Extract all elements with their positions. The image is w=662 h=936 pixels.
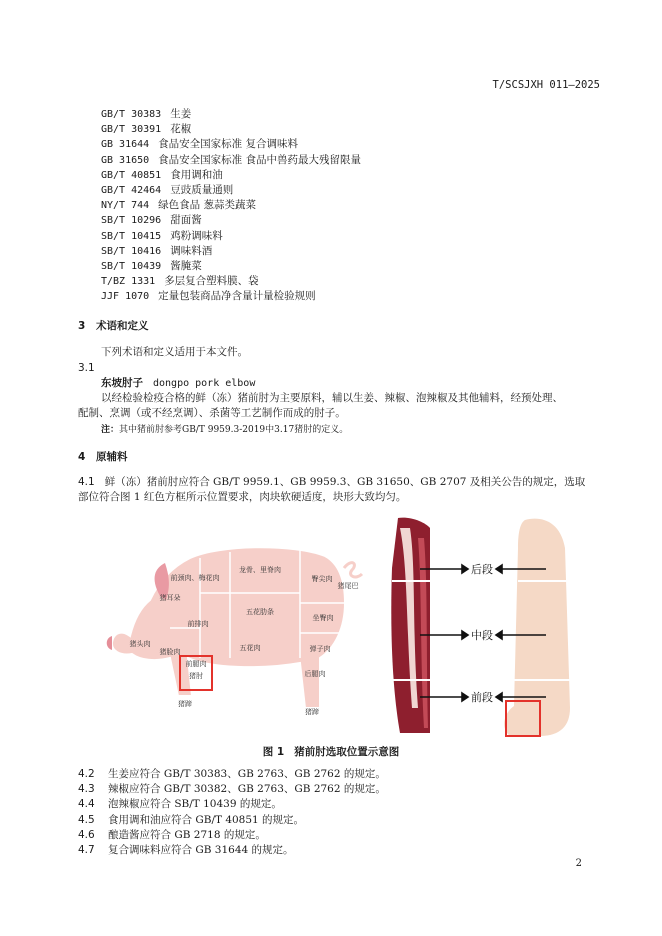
segment-front-label: 前段: [471, 691, 493, 704]
requirement-number: 4.7: [78, 843, 95, 856]
reference-title: 食用调和油: [170, 168, 223, 181]
doc-code: T/SCSJXH 011—2025: [492, 79, 600, 91]
reference-title: 甜面酱: [170, 214, 202, 227]
label-shoulder: 前颈肉、梅花肉: [170, 574, 220, 582]
arrowhead: [496, 631, 502, 639]
requirement-text: 辣椒应符合 GB/T 30382、GB 2763、GB 2762 的规定。: [108, 783, 386, 796]
carcass-outer-side: [504, 519, 570, 736]
reference-title: 调味料酒: [170, 244, 213, 257]
label-ear: 猪耳朵: [159, 594, 181, 602]
label-rump: 臀尖肉: [311, 575, 333, 583]
section-number: 3: [78, 320, 86, 332]
requirement-number: 4.3: [78, 783, 95, 796]
reference-item: [101, 137, 361, 152]
clause-4-1-line-2: 部位符合图 1 红色方框所示位置要求，肉块软硬适度，块形大致均匀。: [78, 491, 407, 503]
section-number: 4: [78, 451, 86, 463]
figure-illustration: [100, 508, 595, 740]
pig-tail-shape: [344, 563, 362, 577]
requirement-item: [78, 828, 386, 843]
reference-item: [101, 244, 361, 259]
requirement-text: 食用调和油应符合 GB/T 40851 的规定。: [108, 813, 305, 826]
label-hind-shank: 弹子肉: [309, 645, 331, 653]
reference-code: GB/T 30391: [101, 124, 162, 136]
label-tail: 猪尾巴: [337, 582, 359, 590]
figure-caption-text: 猪前肘选取位置示意图: [294, 746, 400, 758]
clause-number: 3.1: [78, 362, 95, 374]
requirement-list: [78, 767, 386, 858]
requirement-item: [78, 813, 386, 828]
reference-title: 食品安全国家标准 复合调味料: [158, 138, 299, 151]
label-back-leg: 坐臀肉: [312, 614, 334, 622]
label-belly: 五花肉: [239, 644, 261, 652]
reference-item: [101, 259, 361, 274]
requirement-text: 生姜应符合 GB/T 30383、GB 2763、GB 2762 的规定。: [108, 768, 386, 780]
pig-snout: [107, 636, 112, 650]
reference-title: 鸡粉调味料: [170, 229, 223, 242]
reference-code: GB 31650: [101, 154, 150, 166]
term-chinese: 东坡肘子: [101, 377, 143, 389]
reference-code: GB/T 30383: [101, 109, 162, 120]
pig-cut-diagram: [107, 547, 362, 716]
clause-4-1-line-1: [78, 475, 585, 491]
requirement-item: [78, 797, 386, 812]
label-loin: 龙骨、里脊肉: [239, 566, 281, 574]
label-elbow: 猪肘: [189, 672, 203, 680]
reference-item: [101, 168, 361, 183]
label-hind-trotter: 猪蹄: [305, 708, 319, 716]
requirement-number: 4.6: [78, 828, 95, 841]
reference-title: 豆豉质量通则: [170, 183, 234, 196]
reference-item: [101, 229, 361, 244]
arrowhead: [462, 631, 468, 639]
reference-code: NY/T 744: [101, 200, 150, 212]
reference-code: SB/T 10415: [101, 230, 162, 242]
reference-item: [101, 153, 361, 168]
definition-note: [101, 422, 348, 435]
reference-item: [101, 107, 361, 122]
pig-body: [112, 547, 345, 708]
arrowhead: [496, 565, 502, 573]
requirement-number: 4.4: [78, 798, 95, 811]
arrowhead: [462, 565, 468, 573]
section-title: 术语和定义: [96, 320, 149, 332]
label-belly-strip: 五花肋条: [246, 608, 274, 616]
reference-code: GB 31644: [101, 139, 150, 151]
reference-code: T/BZ 1331: [101, 276, 156, 288]
requirement-number: 4.2: [78, 768, 95, 780]
term-english: dongpo pork elbow: [153, 378, 256, 389]
reference-list: [101, 107, 361, 304]
reference-title: 酱腌菜: [170, 259, 202, 272]
section-3-intro: 下列术语和定义适用于本文件。: [101, 346, 248, 358]
reference-item: [101, 213, 361, 228]
clause-text: 鲜（冻）猪前肘应符合 GB/T 9959.1、GB 9959.3、GB 31650、GB 2707 及相关公告的规定，选取: [104, 476, 586, 488]
note-text: 其中猪前肘参考GB/T 9959.3-2019中3.17猪肘的定义。: [119, 425, 349, 435]
definition-line-2: 配制、烹调（或不经烹调）、杀菌等工艺制作而成的肘子。: [78, 407, 346, 419]
figure-number: 图 1: [262, 746, 285, 758]
page-number: 2: [575, 858, 582, 869]
note-label: 注：: [101, 425, 120, 435]
requirement-item: [78, 782, 386, 797]
reference-code: JJF 1070: [101, 291, 150, 303]
label-jowl: 猪脸肉: [159, 648, 181, 656]
reference-title: 生姜: [170, 108, 192, 120]
section-title: 原辅料: [96, 451, 128, 463]
term-line: [101, 376, 255, 392]
reference-title: 花椒: [170, 123, 192, 136]
arrowhead: [462, 693, 468, 701]
figure-caption: [0, 744, 662, 759]
reference-title: 食品安全国家标准 食品中兽药最大残留限量: [158, 153, 362, 166]
reference-title: 多层复合塑料膜、袋: [164, 275, 259, 288]
reference-code: SB/T 10416: [101, 245, 162, 257]
figure-1: [100, 508, 595, 740]
reference-item: [101, 183, 361, 198]
reference-code: GB/T 40851: [101, 169, 162, 181]
label-hind-leg: 后腿肉: [304, 670, 326, 678]
segment-middle-label: 中段: [471, 629, 493, 642]
reference-code: SB/T 10439: [101, 260, 162, 272]
label-head: 猪头肉: [129, 640, 151, 648]
section-4-heading: [78, 449, 128, 464]
reference-code: GB/T 42464: [101, 184, 162, 196]
carcass-photo: [391, 518, 570, 736]
requirement-item: [78, 767, 386, 782]
label-front-ribs: 前排肉: [187, 620, 209, 628]
requirement-item: [78, 843, 386, 858]
clause-number: 4.1: [78, 476, 95, 488]
requirement-number: 4.5: [78, 813, 95, 826]
segment-rear-label: 后段: [471, 563, 493, 576]
section-3-heading: [78, 318, 149, 333]
reference-item: [101, 122, 361, 137]
reference-item: [101, 289, 361, 304]
reference-item: [101, 274, 361, 289]
label-front-trotter: 猪蹄: [178, 700, 192, 708]
reference-code: SB/T 10296: [101, 215, 162, 227]
definition-line-1: 以经检验检疫合格的鲜（冻）猪前肘为主要原料，辅以生姜、辣椒、泡辣椒及其他辅料，经预处理、: [101, 392, 563, 404]
arrowhead: [496, 693, 502, 701]
label-front-leg: 前腿肉: [185, 660, 207, 668]
segment-labels: [471, 563, 493, 704]
reference-title: 绿色食品 葱蒜类蔬菜: [158, 199, 257, 212]
reference-item: [101, 198, 361, 213]
reference-title: 定量包装商品净含量计量检验规则: [158, 290, 316, 303]
requirement-text: 酿造酱应符合 GB 2718 的规定。: [108, 828, 266, 841]
requirement-text: 泡辣椒应符合 SB/T 10439 的规定。: [108, 798, 282, 811]
requirement-text: 复合调味料应符合 GB 31644 的规定。: [108, 843, 294, 856]
